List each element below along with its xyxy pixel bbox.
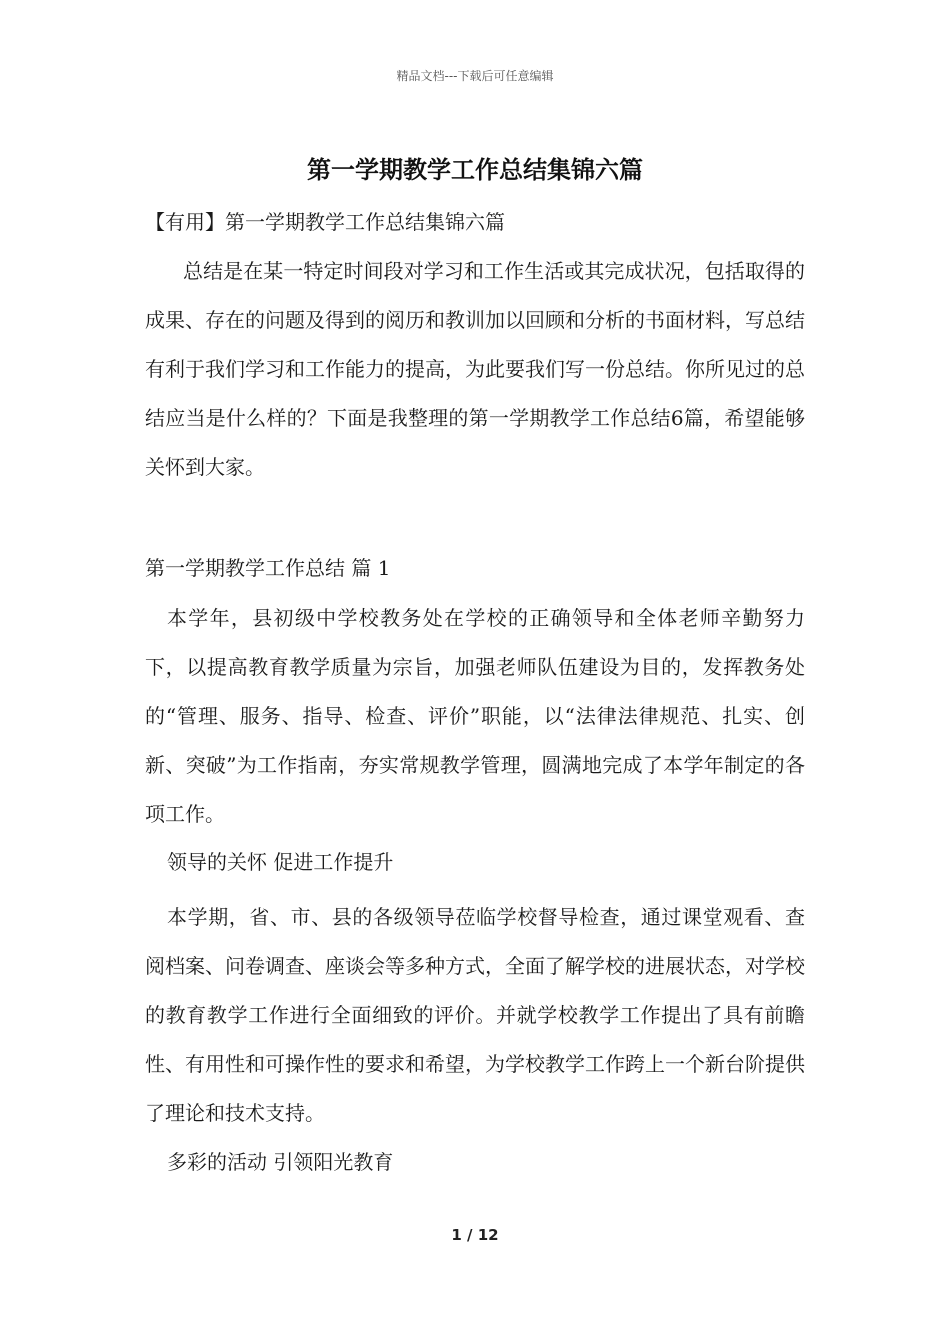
section-paragraph: 本学期，省、市、县的各级领导莅临学校督导检查，通过课堂观看、查阅档案、问卷调查、座谈会等多种方式，全面了解学校的进展状态，对学校的教育教学工作进行全面细致的评价。并就学校教学工作提出了具有前瞻性、有用性和可操作性的要求和希望，为学校教学工作跨上一个新台阶提供了理论和技术支持。	[145, 905, 805, 1125]
sub-heading: 领导的关怀 促进工作提升	[167, 850, 394, 874]
document-title: 第一学期教学工作总结集锦六篇	[307, 155, 643, 184]
page-number: 1 / 12	[451, 1226, 499, 1244]
sub-heading: 多彩的活动 引领阳光教育	[167, 1150, 394, 1174]
section-paragraph: 本学年，县初级中学校教务处在学校的正确领导和全体老师辛勤努力下，以提高教育教学质量为宗旨，加强老师队伍建设为目的，发挥教务处的“管理、服务、指导、检查、评价”职能，以“法律法律规范、扎实、创新、突破”为工作指南，夯实常规教学管理，圆满地完成了本学年制定的各项工作。	[145, 606, 805, 826]
header-note: 精品文档---下载后可任意编辑	[396, 69, 554, 83]
intro-paragraph: 总结是在某一特定时间段对学习和工作生活或其完成状况，包括取得的成果、存在的问题及得到的阅历和教训加以回顾和分析的书面材料，写总结有利于我们学习和工作能力的提高，为此要我们写一份总结。你所见过的总结应当是什么样的？下面是我整理的第一学期教学工作总结6篇，希望能够关怀到大家。	[145, 259, 805, 479]
section-heading: 第一学期教学工作总结 篇 1	[145, 556, 391, 580]
document-subtitle: 【有用】第一学期教学工作总结集锦六篇	[145, 210, 505, 234]
